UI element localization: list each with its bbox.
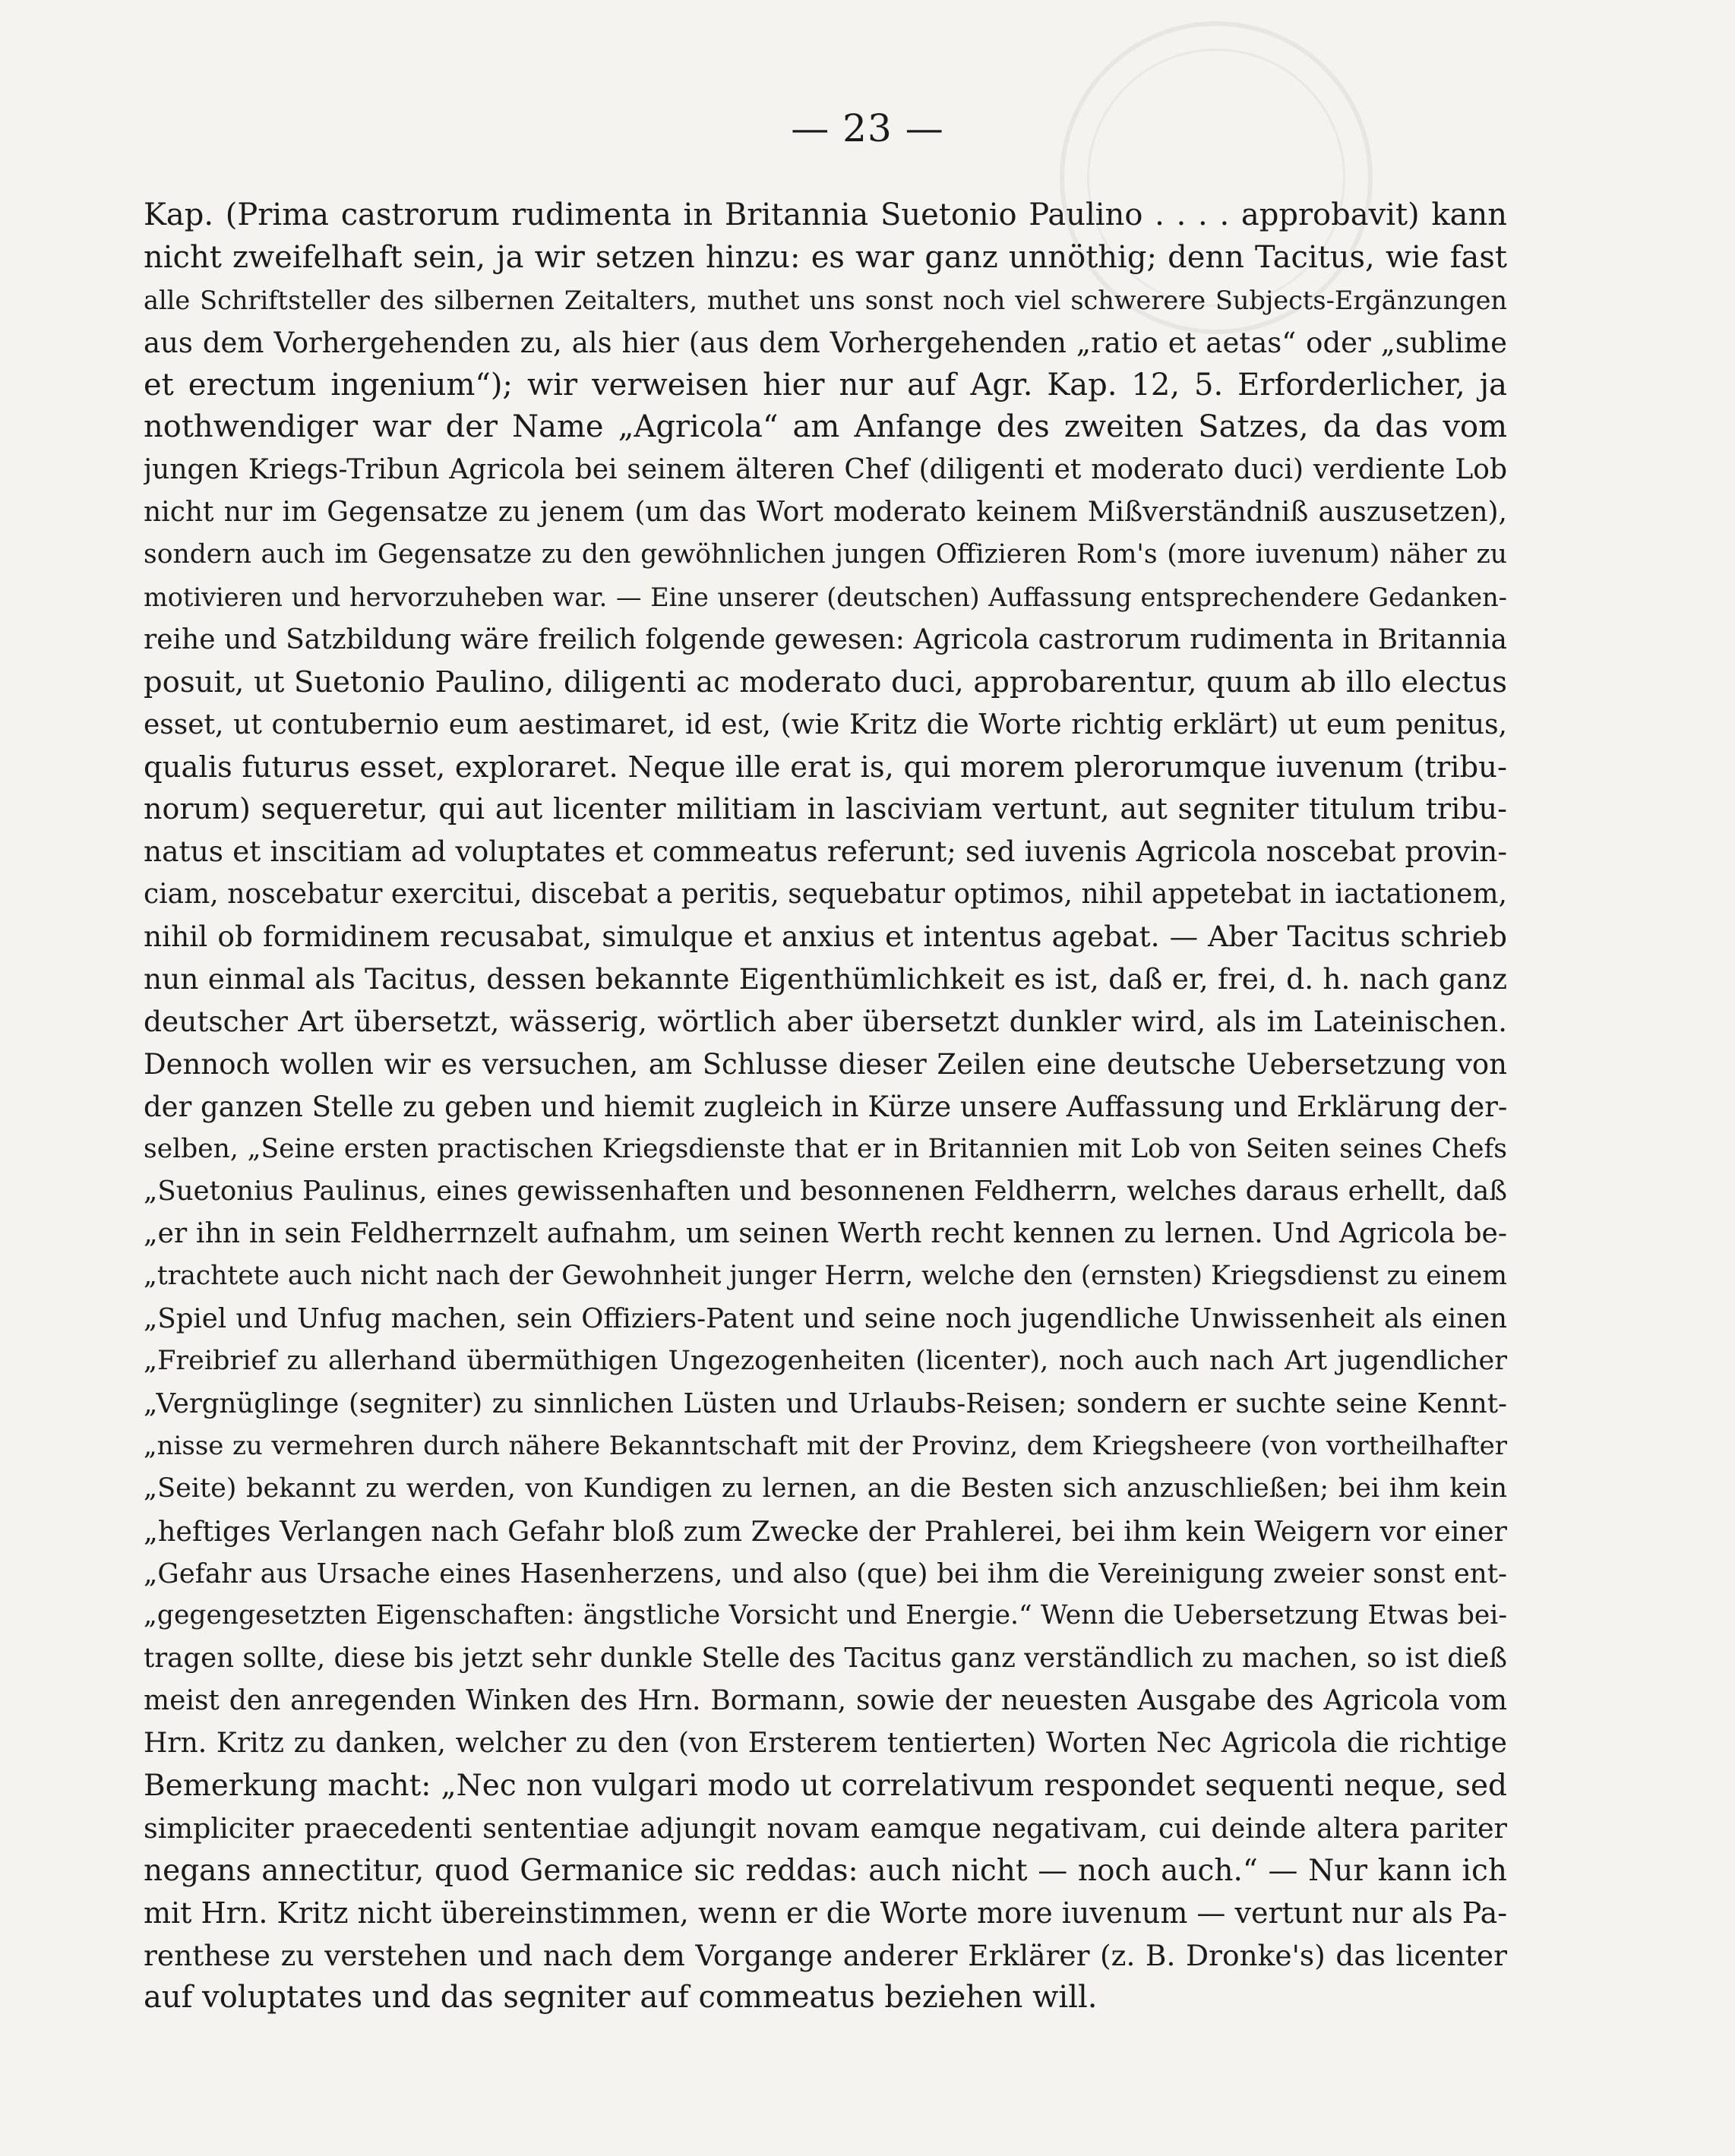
text-line: qualis futurus esset, exploraret. Neque ille erat is, qui morem plerorumque iuvenum (tribu-: [144, 750, 1507, 784]
text-line: renthese zu verstehen und nach dem Vorgange anderer Erklärer (z. B. Dronke's) das licenter: [144, 1938, 1507, 1972]
text-line: aus dem Vorhergehenden zu, als hier (aus dem Vorhergehenden „ratio et aetas“ oder „sublime: [144, 326, 1507, 359]
text-line: „Spiel und Unfug machen, sein Offiziers-Patent und seine noch jugendliche Unwissenheit als einen: [144, 1303, 1507, 1335]
text-line: „Vergnüglinge (segniter) zu sinnlichen Lüsten und Urlaubs-Reisen; sondern er suchte seine Kennt-: [144, 1387, 1507, 1419]
text-line: nicht zweifelhaft sein, ja wir setzen hinzu: es war ganz unnöthig; denn Tacitus, wie fast: [144, 239, 1507, 275]
text-line: posuit, ut Suetonio Paulino, diligenti ac moderato duci, approbarentur, quum ab illo electus: [144, 664, 1507, 699]
text-line: motivieren und hervorzuheben war. — Eine unserer (deutschen) Auffassung entsprechendere Gedanken-: [144, 582, 1507, 613]
text-line: meist den anregenden Winken des Hrn. Bormann, sowie der neuesten Ausgabe des Agricola vom: [144, 1685, 1507, 1717]
text-line: nothwendiger war der Name „Agricola“ am Anfange des zweiten Satzes, da das vom: [144, 409, 1507, 445]
text-line: nicht nur im Gegensatze zu jenem (um das Wort moderato keinem Mißverständniß auszusetzen),: [144, 497, 1507, 529]
text-line: selben, „Seine ersten practischen Kriegsdienste that er in Britannien mit Lob von Seiten seines Chefs: [144, 1133, 1507, 1164]
text-line: mit Hrn. Kritz nicht übereinstimmen, wenn er die Worte more iuvenum — vertunt nur als Pa-: [144, 1896, 1507, 1930]
text-line: esset, ut contubernio eum aestimaret, id est, (wie Kritz die Worte richtig erklärt) ut eum penitus,: [144, 709, 1507, 740]
text-line: „heftiges Verlangen nach Gefahr bloß zum Zwecke der Prahlerei, bei ihm kein Weigern vor einer: [144, 1514, 1507, 1548]
text-line: Bemerkung macht: „Nec non vulgari modo ut correlativum respondet sequenti neque, sed: [144, 1768, 1507, 1803]
text-line: Hrn. Kritz zu danken, welcher zu den (von Ersterem tentierten) Worten Nec Agricola die richtige: [144, 1728, 1507, 1760]
text-line: Kap. (Prima castrorum rudimenta in Britannia Suetonio Paulino . . . . approbavit) kann: [144, 197, 1507, 232]
body-text: [144, 194, 1507, 2019]
text-line: „nisse zu vermehren durch nähere Bekanntschaft mit der Provinz, dem Kriegsheere (von vortheilhafter: [144, 1430, 1507, 1461]
text-line: Dennoch wollen wir es versuchen, am Schlusse dieser Zeilen eine deutsche Uebersetzung von: [144, 1047, 1507, 1081]
text-line: sondern auch im Gegensatze zu den gewöhnlichen jungen Offizieren Rom's (more iuvenum) näher zu: [144, 539, 1507, 570]
text-line: negans annectitur, quod Germanice sic reddas: auch nicht — noch auch.“ — Nur kann ich: [144, 1853, 1507, 1888]
text-line: „Gefahr aus Ursache eines Hasenherzens, und also (que) bei ihm die Vereinigung zweier sonst ent-: [144, 1558, 1507, 1589]
text-line: natus et inscitiam ad voluptates et commeatus referunt; sed iuvenis Agricola noscebat provin-: [144, 835, 1507, 869]
text-line: „trachtete auch nicht nach der Gewohnheit junger Herrn, welche den (ernsten) Kriegsdienst zu einem: [144, 1261, 1507, 1292]
text-line: ciam, noscebatur exercitui, discebat a peritis, sequebatur optimos, nihil appetebat in iactationem,: [144, 879, 1507, 911]
text-line: nihil ob formidinem recusabat, simulque et anxius et intentus agebat. — Aber Tacitus schrieb: [144, 920, 1507, 954]
text-line: reihe und Satzbildung wäre freilich folgende gewesen: Agricola castrorum rudimenta in Britannia: [144, 623, 1507, 655]
text-line: „er ihn in sein Feldherrnzelt aufnahm, um seinen Werth recht kennen zu lernen. Und Agricola be-: [144, 1218, 1507, 1250]
text-line: der ganzen Stelle zu geben und hiemit zugleich in Kürze unsere Auffassung und Erklärung der-: [144, 1090, 1507, 1123]
text-line: „Freibrief zu allerhand übermüthigen Ungezogenheiten (licenter), noch auch nach Art jugendlicher: [144, 1346, 1507, 1377]
text-line-last: auf voluptates und das segniter auf commeatus beziehen will.: [144, 1980, 1098, 2016]
text-line: simpliciter praecedenti sententiae adjungit novam eamque negativam, cui deinde altera pariter: [144, 1811, 1507, 1845]
text-line: tragen sollte, diese bis jetzt sehr dunkle Stelle des Tacitus ganz verständlich zu machen, so ist dieß: [144, 1643, 1507, 1675]
text-line: deutscher Art übersetzt, wässerig, wörtlich aber übersetzt dunkler wird, als im Lateinischen.: [144, 1004, 1507, 1038]
text-line: „Seite) bekannt zu werden, von Kundigen zu lernen, an die Besten sich anzuschließen; bei ihm kein: [144, 1473, 1507, 1504]
text-line: jungen Kriegs-Tribun Agricola bei seinem älteren Chef (diligenti et moderato duci) verdiente Lob: [144, 454, 1507, 486]
page-number: — 23 —: [791, 106, 944, 150]
text-line: norum) sequeretur, qui aut licenter militiam in lasciviam vertunt, aut segniter titulum tribu-: [144, 792, 1507, 826]
text-line: et erectum ingenium“); wir verweisen hier nur auf Agr. Kap. 12, 5. Erforderlicher, ja: [144, 367, 1507, 402]
text-line: „Suetonius Paulinus, eines gewissenhaften und besonnenen Feldherrn, welches daraus erhellt, daß: [144, 1176, 1507, 1207]
text-line: alle Schriftsteller des silbernen Zeitalters, muthet uns sonst noch viel schwerere Subjects-Ergänzungen: [144, 285, 1507, 315]
text-line: nun einmal als Tacitus, dessen bekannte Eigenthümlichkeit es ist, daß er, frei, d. h. nach ganz: [144, 962, 1507, 996]
text-line: „gegengesetzten Eigenschaften: ängstliche Vorsicht und Energie.“ Wenn die Uebersetzung Etwas bei-: [144, 1600, 1507, 1631]
